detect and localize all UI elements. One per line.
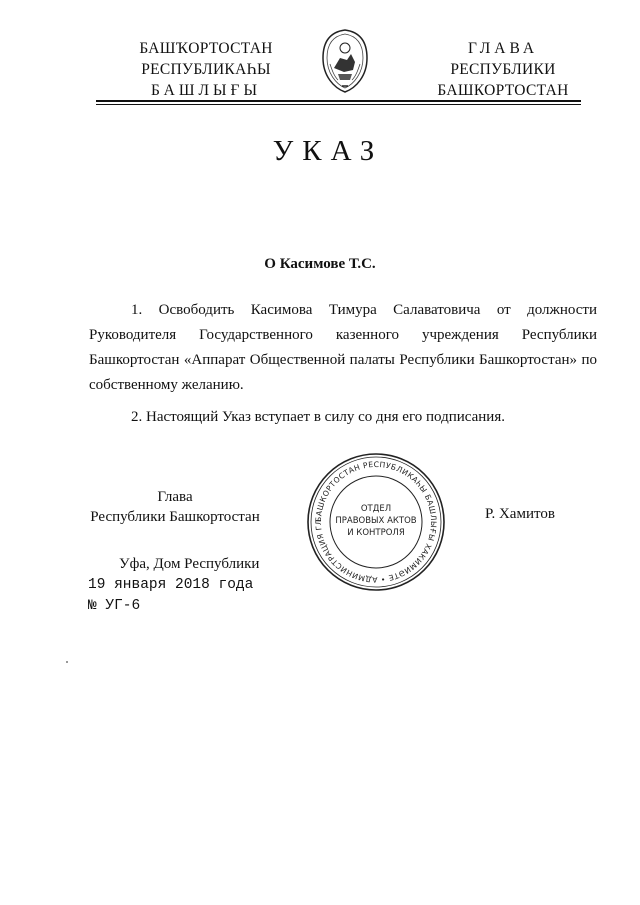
stamp-inner-line2: ПРАВОВЫХ АКТОВ: [335, 516, 417, 526]
document-subject: О Касимове Т.С.: [264, 256, 376, 272]
decree-number: № УГ-6: [88, 598, 141, 614]
header-right-line1: ГЛАВА: [467, 40, 539, 57]
stamp-inner-line1: ОТДЕЛ: [360, 504, 392, 514]
paragraph-2-text: 2. Настоящий Указ вступает в силу со дня его подписания.: [131, 409, 505, 425]
header-rule-thin: [96, 104, 581, 105]
signatory-position-line2: Республики Башкортостан: [90, 509, 260, 525]
paragraph-2: [89, 405, 597, 430]
header-left-line2: РЕСПУБЛИКАҺЫ: [141, 61, 271, 78]
paragraph-1-text: 1. Освободить Касимова Тимура Салаватовича от должности Руководителя Государственного казенного учреждения Республики Башкортостан «Аппарат Общественной палаты Республики Башкортостан» по собственному желанию.: [89, 302, 597, 393]
signing-date: 19 января 2018 года: [88, 577, 254, 593]
header-right-line3: БАШКОРТОСТАН: [437, 82, 569, 99]
header-rule-thick: [96, 100, 581, 102]
signing-place: Уфа, Дом Республики: [119, 556, 260, 572]
document-title: УКАЗ: [272, 135, 384, 167]
scan-artifact: [66, 661, 68, 663]
official-stamp: [305, 451, 447, 593]
header-right-russian: [428, 38, 578, 101]
header-left-line3: БАШЛЫҒЫ: [150, 82, 262, 99]
signatory-name: Р. Хамитов: [485, 506, 555, 522]
header-left-bashkir: [118, 38, 294, 101]
header-right-line2: РЕСПУБЛИКИ: [450, 61, 556, 78]
stamp-inner-line3: И КОНТРОЛЯ: [347, 528, 405, 538]
paragraph-1: [89, 298, 597, 398]
header-left-line1: БАШҠОРТОСТАН: [139, 40, 273, 57]
signatory-position-line1: Глава: [157, 489, 193, 505]
coat-of-arms-bashkortostan-icon: [320, 28, 370, 94]
stamp-outer-text: БАШКОРТОСТАН РЕСПУБЛИКАҺЫ БАШЛЫҒЫ ХАКИМИӘТЕ • АДМИНИСТРАЦИЯ ГЛ: [313, 459, 439, 585]
signatory-position: [88, 487, 262, 527]
